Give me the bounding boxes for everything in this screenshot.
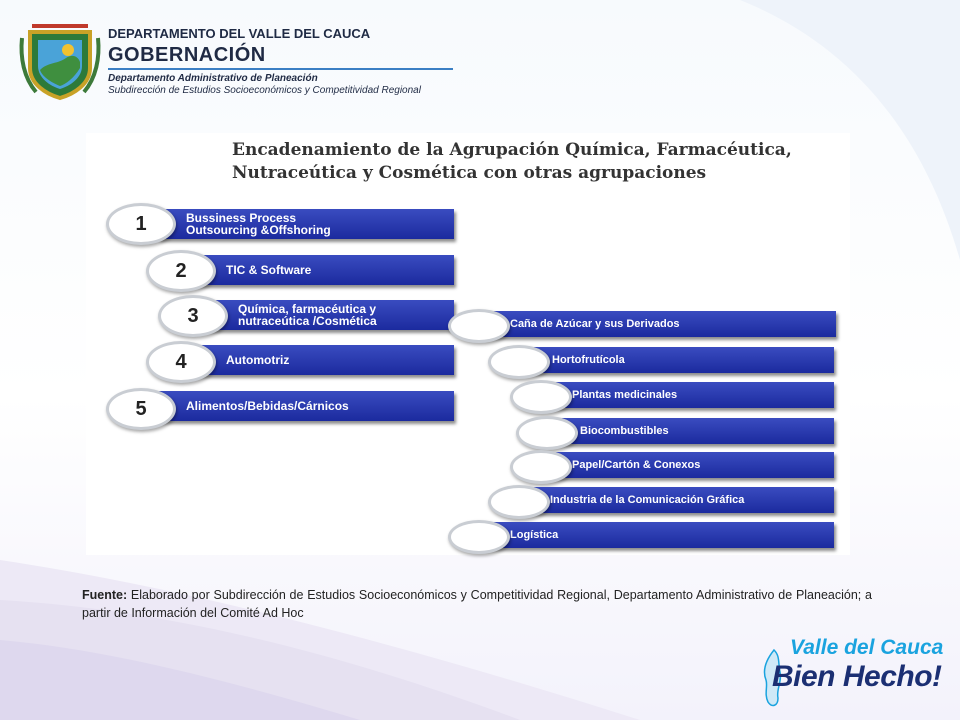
number-circle-3 (158, 295, 228, 337)
number-circle-5 (106, 388, 176, 430)
numbered-bar-1-line1: Bussiness Process (186, 211, 297, 225)
linked-circle-7 (448, 520, 510, 554)
linkage-diagram (86, 133, 850, 555)
linked-circle-6 (488, 485, 550, 519)
linked-bar-6 (524, 487, 834, 513)
subdirection-name: Subdirección de Estudios Socioeconómicos y Competitividad Regional (108, 85, 421, 96)
department-name: DEPARTAMENTO DEL VALLE DEL CAUCA (108, 26, 371, 41)
linked-bar-4-label: Biocombustibles (580, 425, 669, 437)
linked-circle-5 (510, 450, 572, 484)
header-divider (108, 68, 453, 70)
numbered-bar-4 (194, 345, 454, 375)
diagram-title-line1: Encadenamiento de la Agrupación Química, Farmacéutica, (232, 140, 792, 160)
linked-bar-3 (546, 382, 834, 408)
government-title: GOBERNACIÓN (108, 44, 266, 66)
numbered-bar-3-line1: Química, farmacéutica y (238, 302, 377, 316)
header (18, 18, 468, 102)
number-circle-2 (146, 250, 216, 292)
source-label: Fuente: (82, 588, 128, 602)
logo-line1: Valle del Cauca (790, 636, 944, 659)
numbered-bar-5-label: Alimentos/Bebidas/Cárnicos (186, 399, 349, 413)
source-note (82, 586, 872, 622)
linked-bar-1 (482, 311, 836, 337)
linked-bar-4 (552, 418, 834, 444)
numbered-bar-1 (158, 209, 454, 239)
valle-logo (756, 636, 952, 714)
diagram-title (232, 139, 832, 185)
linked-bar-2-label: Hortofrutícola (552, 354, 625, 366)
linked-bar-1-label: Caña de Azúcar y sus Derivados (510, 318, 680, 330)
number-circle-1 (106, 203, 176, 245)
linked-bar-5 (544, 452, 834, 478)
number-4: 4 (175, 350, 187, 373)
linked-bar-6-label: Industria de la Comunicación Gráfica (550, 494, 745, 506)
linked-bar-3-label: Plantas medicinales (572, 389, 678, 401)
coat-of-arms-icon (18, 18, 102, 102)
linked-bar-7-label: Logística (510, 529, 559, 541)
number-1: 1 (135, 212, 147, 235)
numbered-bar-5 (158, 391, 454, 421)
number-5: 5 (135, 397, 147, 420)
numbered-bar-2 (194, 255, 454, 285)
numbered-bar-1-line2: Outsourcing &Offshoring (186, 223, 331, 237)
linked-circle-4 (516, 416, 578, 450)
number-circle-4 (146, 341, 216, 383)
linked-circle-1 (448, 309, 510, 343)
logo-line2: Bien Hecho! (772, 660, 942, 693)
linked-circle-2 (488, 345, 550, 379)
numbered-bar-3-line2: nutraceútica /Cosmética (238, 314, 377, 328)
numbered-bar-4-label: Automotriz (226, 353, 290, 367)
numbered-bar-3 (204, 300, 454, 330)
diagram-title-line2: Nutraceútica y Cosmética con otras agrupaciones (232, 163, 707, 183)
linked-bar-7 (484, 522, 834, 548)
office-name: Departamento Administrativo de Planeación (108, 73, 318, 84)
linked-bar-2 (524, 347, 834, 373)
linked-bar-5-label: Papel/Cartón & Conexos (572, 459, 701, 471)
linked-circle-3 (510, 380, 572, 414)
number-3: 3 (187, 304, 199, 327)
source-text: Elaborado por Subdirección de Estudios Socioeconómicos y Competitividad Regional, Departamento Administrativo de Planeación; a partir de Información del Comité Ad Hoc (82, 588, 872, 620)
numbered-bar-2-label: TIC & Software (226, 263, 312, 277)
number-2: 2 (175, 259, 187, 282)
